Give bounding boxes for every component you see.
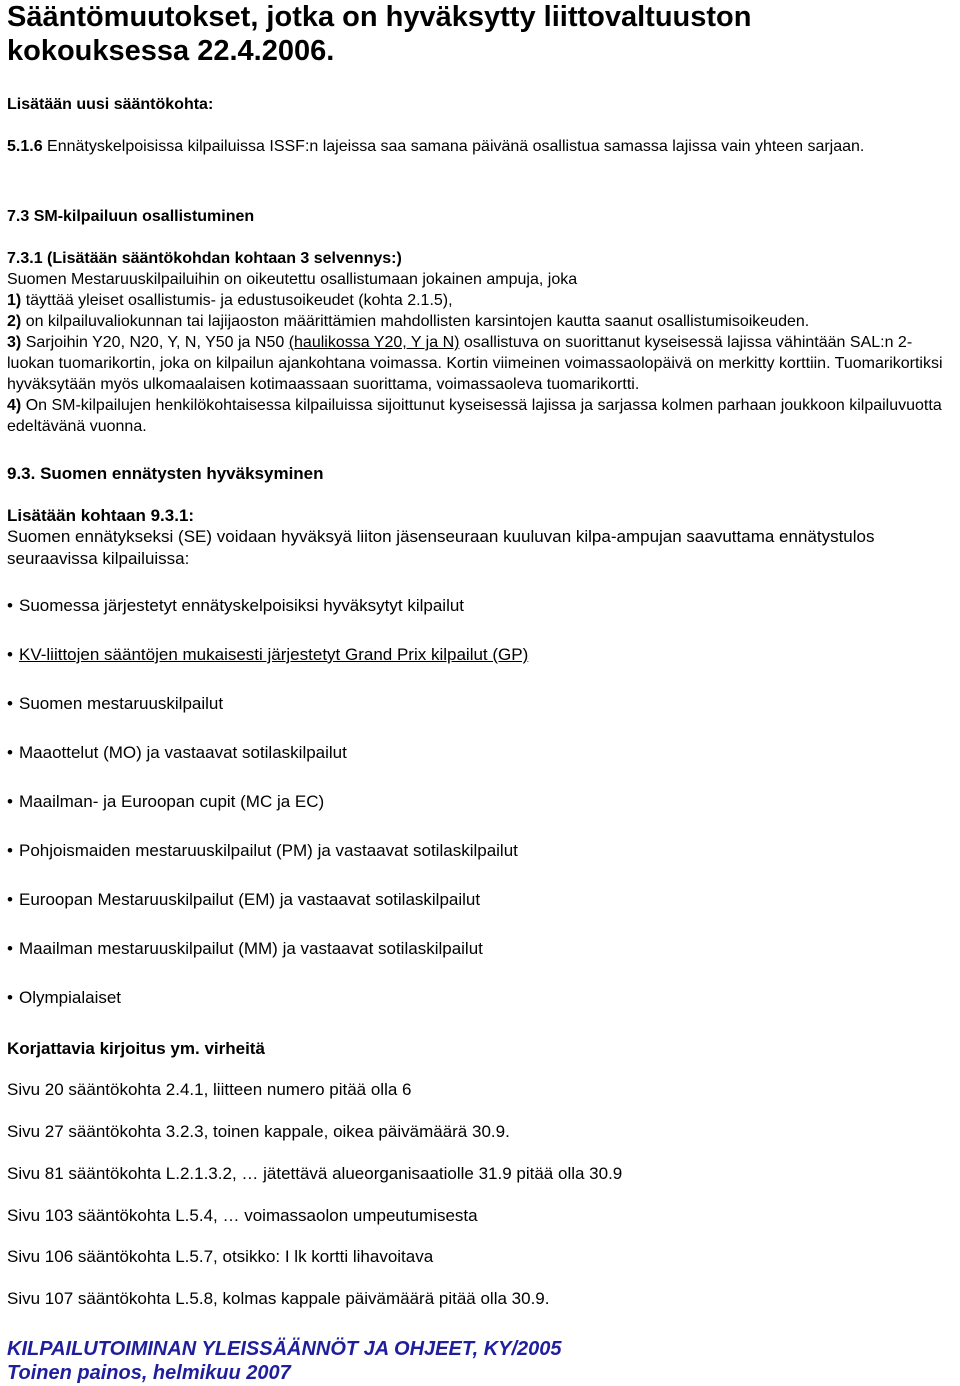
bullet-icon: • bbox=[7, 645, 13, 664]
list-item-1 bbox=[7, 290, 453, 311]
bullet-icon: • bbox=[7, 743, 13, 762]
list-item-3-number: 3) bbox=[7, 334, 22, 351]
errata-item: Sivu 81 sääntökohta L.2.1.3.2, … jätettävä alueorganisaatiolle 31.9 pitää olla 30.9 bbox=[7, 1164, 623, 1183]
errata-item: Sivu 107 sääntökohta L.5.8, kolmas kappale päivämäärä pitää olla 30.9. bbox=[7, 1289, 550, 1308]
bullet-item bbox=[7, 595, 464, 617]
list-item-4-number: 4) bbox=[7, 397, 22, 414]
errata-item: Sivu 27 sääntökohta 3.2.3, toinen kappale, oikea päivämäärä 30.9. bbox=[7, 1122, 510, 1141]
footer-edition: Toinen painos, helmikuu 2007 bbox=[7, 1362, 291, 1384]
errata-heading: Korjattavia kirjoitus ym. virheitä bbox=[7, 1039, 265, 1058]
section-7-3-1-intro: Suomen Mestaruuskilpailuihin on oikeutettu osallistumaan jokainen ampuja, joka bbox=[7, 271, 578, 288]
rule-5-1-6-number: 5.1.6 bbox=[7, 138, 43, 155]
section-7-3-1-heading: 7.3.1 (Lisätään sääntökohdan kohtaan 3 selvennys:) bbox=[7, 250, 402, 267]
section-9-3-heading: 9.3. Suomen ennätysten hyväksyminen bbox=[7, 464, 324, 483]
errata-item: Sivu 103 sääntökohta L.5.4, … voimassaolon umpeutumisesta bbox=[7, 1206, 478, 1225]
list-item-3 bbox=[7, 332, 956, 395]
rule-5-1-6-text: Ennätyskelpoisissa kilpailuissa ISSF:n lajeissa saa samana päivänä osallistua samassa lajissa vain yhteen sarjaan. bbox=[47, 138, 865, 155]
list-item-4-text: On SM-kilpailujen henkilökohtaisessa kilpailuissa sijoittunut kyseisessä lajissa ja sarjassa kolmen parhaan joukkoon kilpailuvuotta edeltävänä vuonna. bbox=[7, 397, 942, 435]
bullet-icon: • bbox=[7, 596, 13, 615]
list-item-3-text-post: osallistuva on suorittanut kyseisessä lajissa vähintään SAL:n 2-luokan tuomarikortin, joka on kilpailun ajankohtana voimassa. Kortin viimeinen voimassaolopäivä on merkitty korttiin. Tuomarikortiksi hyväksytään myös ulkomaalaisen kotimaassaan suorittama, voimassaoleva tuomarikortti. bbox=[7, 334, 943, 393]
bullet-item bbox=[7, 889, 480, 911]
bullet-text: Maaottelut (MO) ja vastaavat sotilaskilpailut bbox=[19, 743, 347, 762]
bullet-icon: • bbox=[7, 792, 13, 811]
bullet-text: Suomen mestaruuskilpailut bbox=[19, 694, 224, 713]
new-rule-heading: Lisätään uusi sääntökohta: bbox=[7, 96, 214, 113]
bullet-item bbox=[7, 742, 347, 764]
bullet-item bbox=[7, 791, 324, 813]
section-9-3-1-text: Suomen ennätykseksi (SE) voidaan hyväksyä liiton jäsenseuraan kuuluvan kilpa-ampujan saavuttama ennätystulos seuraavissa kilpailuissa: bbox=[7, 527, 875, 568]
bullet-text: Maailman- ja Euroopan cupit (MC ja EC) bbox=[19, 792, 325, 811]
list-item-3-text-pre: Sarjoihin Y20, N20, Y, N, Y50 ja N50 bbox=[25, 334, 285, 351]
rule-5-1-6 bbox=[7, 136, 956, 157]
title-line-1: Sääntömuutokset, jotka on hyväksytty liittovaltuuston bbox=[7, 1, 752, 33]
bullet-icon: • bbox=[7, 939, 13, 958]
list-item-1-text: täyttää yleiset osallistumis- ja edustusoikeudet (kohta 2.1.5), bbox=[25, 292, 453, 309]
bullet-item bbox=[7, 644, 528, 666]
list-item-3-underlined: (haulikossa Y20, Y ja N) bbox=[288, 334, 460, 351]
bullet-text: Olympialaiset bbox=[19, 988, 122, 1007]
bullet-icon: • bbox=[7, 988, 13, 1007]
bullet-text: Maailman mestaruuskilpailut (MM) ja vastaavat sotilaskilpailut bbox=[19, 939, 483, 958]
errata-item: Sivu 106 sääntökohta L.5.7, otsikko: I lk kortti lihavoitava bbox=[7, 1247, 434, 1266]
list-item-2-text: on kilpailuvaliokunnan tai lajijaoston määrittämien mahdollisten karsintojen kautta saanut osallistumisoikeuden. bbox=[25, 313, 810, 330]
bullet-item bbox=[7, 693, 223, 715]
bullet-text: KV-liittojen sääntöjen mukaisesti järjestetyt Grand Prix kilpailut (GP) bbox=[19, 645, 529, 664]
footer-title: KILPAILUTOIMINAN YLEISSÄÄNNÖT JA OHJEET, KY/2005 bbox=[7, 1338, 562, 1360]
list-item-4 bbox=[7, 395, 956, 437]
list-item-2 bbox=[7, 311, 809, 332]
bullet-icon: • bbox=[7, 694, 13, 713]
bullet-text: Pohjoismaiden mestaruuskilpailut (PM) ja vastaavat sotilaskilpailut bbox=[19, 841, 518, 860]
section-9-3-1-heading: Lisätään kohtaan 9.3.1: bbox=[7, 506, 195, 525]
bullet-text: Euroopan Mestaruuskilpailut (EM) ja vastaavat sotilaskilpailut bbox=[19, 890, 481, 909]
bullet-icon: • bbox=[7, 841, 13, 860]
document-title bbox=[7, 0, 751, 68]
section-7-3-heading: 7.3 SM-kilpailuun osallistuminen bbox=[7, 208, 255, 225]
bullet-item bbox=[7, 938, 483, 960]
errata-item: Sivu 20 sääntökohta 2.4.1, liitteen numero pitää olla 6 bbox=[7, 1080, 412, 1099]
bullet-text: Suomessa järjestetyt ennätyskelpoisiksi hyväksytyt kilpailut bbox=[19, 596, 465, 615]
bullet-item bbox=[7, 840, 518, 862]
list-item-1-number: 1) bbox=[7, 292, 22, 309]
list-item-2-number: 2) bbox=[7, 313, 22, 330]
bullet-icon: • bbox=[7, 890, 13, 909]
title-line-2: kokouksessa 22.4.2006. bbox=[7, 35, 335, 67]
bullet-item bbox=[7, 987, 121, 1009]
